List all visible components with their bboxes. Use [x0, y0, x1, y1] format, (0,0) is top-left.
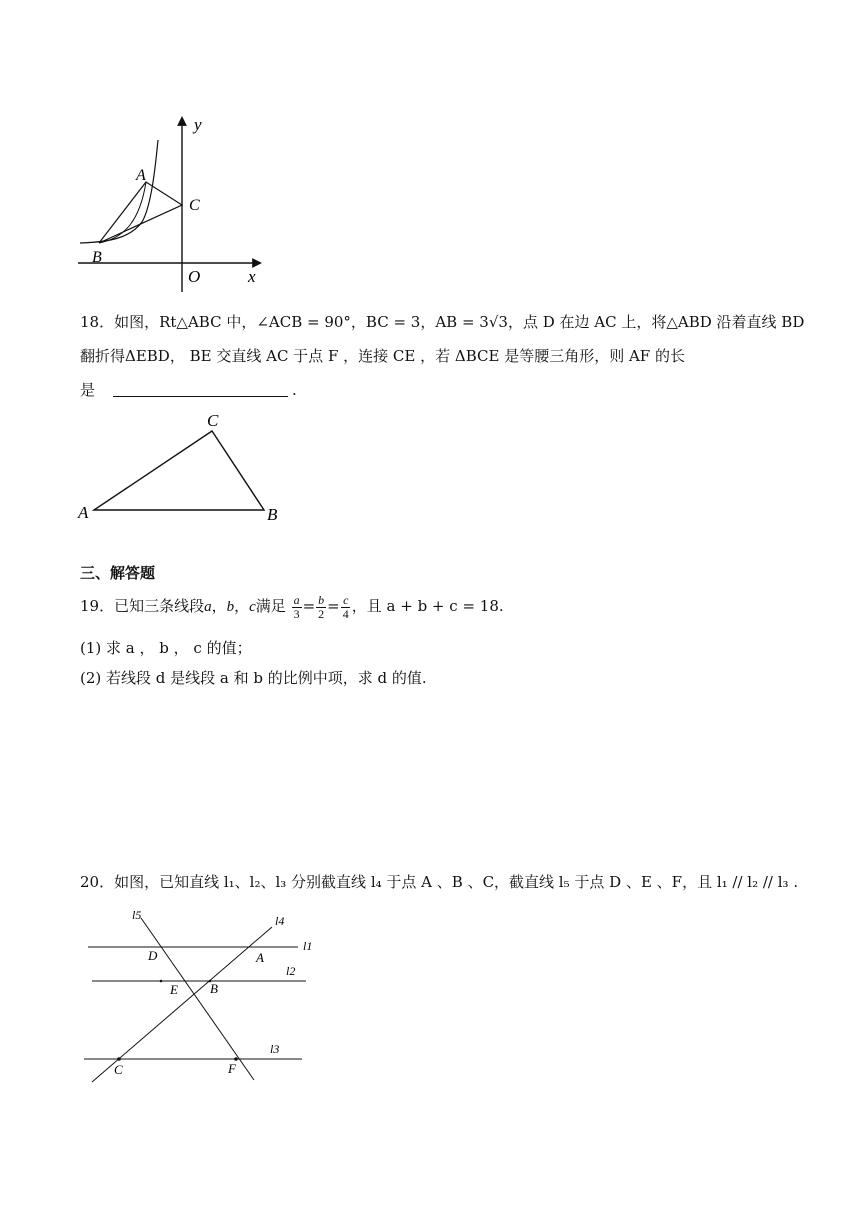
label-c: C — [207, 411, 219, 430]
label-b: B — [267, 505, 278, 524]
q19-part1: (1) 求 a ， b ， c 的值； — [80, 639, 252, 657]
label-l3: l3 — [270, 1042, 280, 1056]
answer-blank[interactable] — [113, 382, 288, 397]
fraction-b2: $\frac{b}{2}$ — [318, 592, 325, 621]
q20-figure — [78, 905, 328, 1090]
point-e — [160, 980, 163, 983]
sep: ， — [211, 597, 227, 615]
q18-line1: 18．如图，Rt△ABC 中，∠ACB = 90°，BC = 3，AB = 3√3，点 D 在边 AC 上，将△ABD 沿着直线 BD — [80, 313, 805, 331]
var-c: c — [249, 599, 256, 615]
q19-tail: ，且 a + b + c = 18. — [351, 597, 504, 615]
q18-line2: 翻折得ΔEBD， BE 交直线 AC 于点 F ，连接 CE ，若 ΔBCE 是等腰三角形，则 AF 的长 — [80, 347, 685, 365]
label-a: A — [78, 503, 89, 522]
q18-line3-suffix: . — [292, 381, 297, 399]
q19-line1: 19．已知三条线段a，b，c满足 $\frac{a}{3}$ = $\frac{b}{2}$ = $\frac{c}{4}$ ，且 a + b + c = 18. — [80, 592, 504, 621]
label-a: A — [136, 167, 146, 184]
q19-part2: (2) 若线段 d 是线段 a 和 b 的比例中项，求 d 的值. — [80, 669, 427, 687]
q19-intro: 19．已知三条线段 — [80, 597, 205, 615]
label-d: D — [148, 948, 158, 963]
var-a: a — [204, 599, 212, 615]
label-b: B — [210, 981, 218, 996]
q18-line3 — [80, 380, 297, 400]
label-l2: l2 — [286, 964, 296, 978]
satisfy: 满足 — [255, 597, 286, 615]
label-b: B — [92, 249, 102, 266]
fraction-c4: $\frac{c}{4}$ — [342, 592, 349, 621]
triangle-abc — [99, 182, 182, 243]
label-l4: l4 — [275, 914, 285, 928]
label-f: F — [228, 1061, 236, 1076]
q18-figure — [70, 405, 290, 530]
label-c: C — [114, 1062, 123, 1077]
label-l1: l1 — [303, 939, 313, 953]
curve — [80, 140, 158, 243]
label-y: y — [194, 115, 202, 134]
label-l5: l5 — [132, 908, 142, 922]
label-o: O — [188, 267, 201, 286]
sep: ， — [234, 597, 250, 615]
label-a: A — [256, 950, 264, 965]
label-c: C — [189, 197, 200, 214]
fraction-a3: $\frac{a}{3}$ — [293, 592, 300, 621]
q20-text: 20．如图，已知直线 l₁、l₂、l₃ 分别截直线 l₄ 于点 A 、B 、C，截直线 l₅ 于点 D 、E 、F，且 l₁ // l₂ // l₃ . — [80, 873, 799, 891]
label-x: x — [248, 267, 256, 286]
line-l5 — [141, 918, 254, 1080]
section-title: 三、解答题 — [80, 564, 156, 582]
triangle-acb — [94, 431, 264, 510]
q18-line3-prefix: 是 — [80, 381, 96, 399]
var-b: b — [226, 599, 235, 615]
point-c — [117, 1057, 121, 1061]
q17-figure — [70, 110, 270, 295]
label-e: E — [170, 982, 178, 997]
